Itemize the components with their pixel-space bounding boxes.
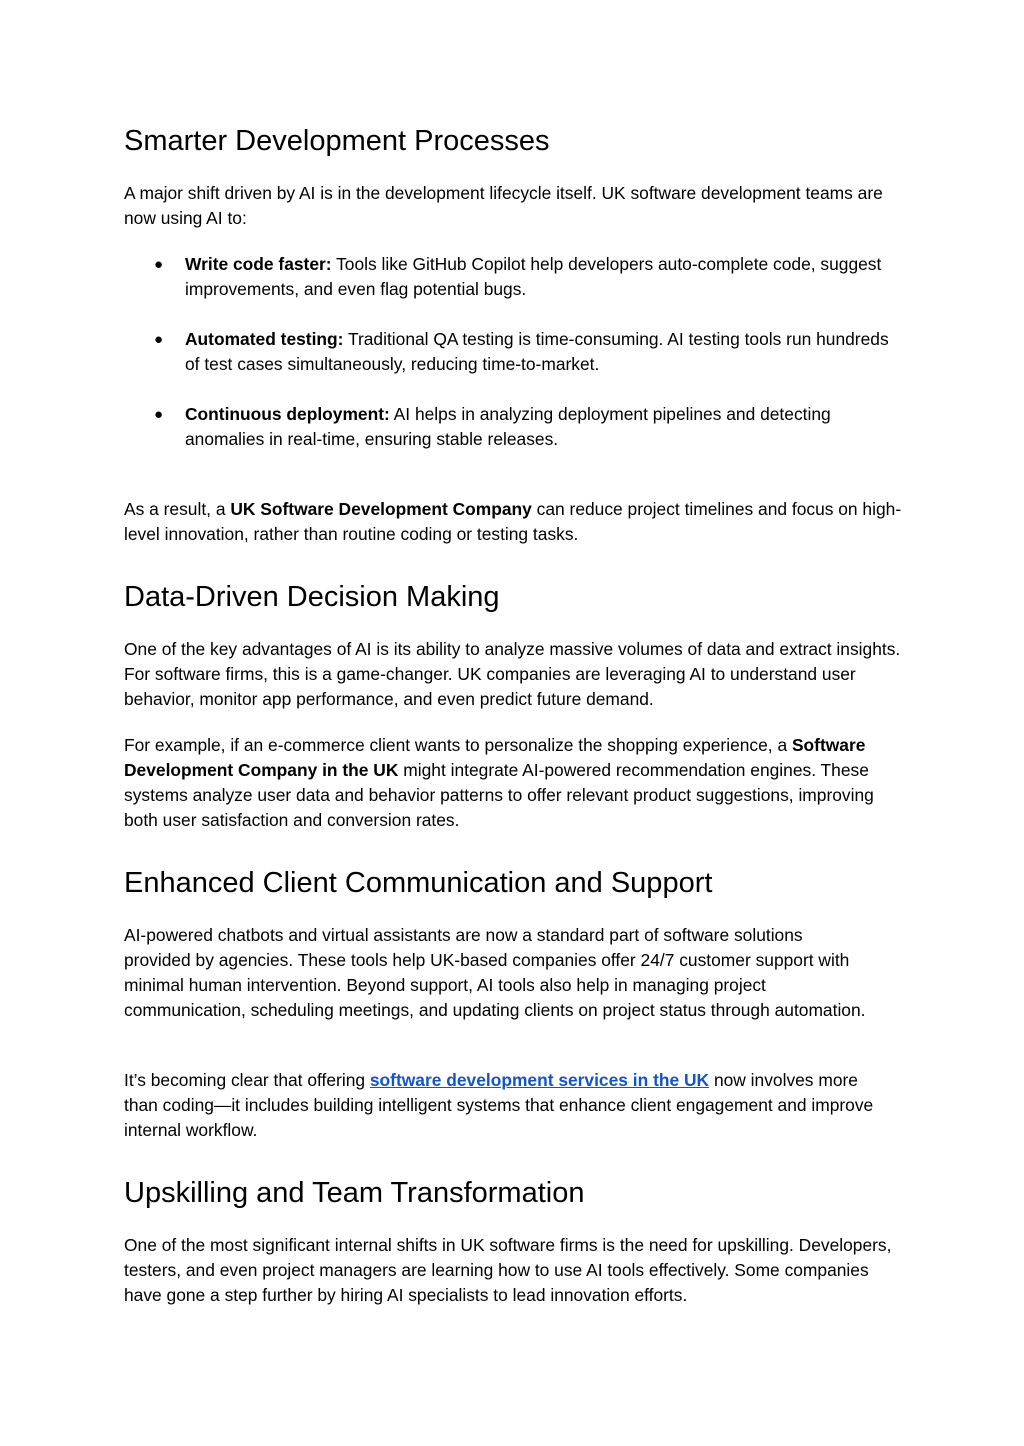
list-item-term: Automated testing:	[185, 329, 344, 349]
list-item-text	[185, 327, 895, 377]
heading-data-driven: Data-Driven Decision Making	[124, 581, 500, 613]
intro-paragraph: A major shift driven by AI is in the development lifecycle itself. UK software development teams are now using AI to:	[124, 183, 883, 228]
communication-paragraph-2	[124, 1068, 889, 1143]
list-item-term: Continuous deployment:	[185, 404, 390, 424]
upskilling-paragraph: One of the most significant internal shifts in UK software firms is the need for upskilling. Developers, testers, and even project managers are learning how to use AI tools effectively. Some companies have gone a step further by hiring AI specialists to lead innovation efforts.	[124, 1235, 892, 1305]
example-after: might integrate AI-powered recommendation engines. These systems analyze user data and behavior patterns to offer relevant product suggestions, improving both user satisfaction and conversion rates.	[124, 760, 874, 830]
list-item-desc: Traditional QA testing is time-consuming. AI testing tools run hundreds of test cases simultaneously, reducing time-to-market.	[185, 329, 889, 374]
data-paragraph-2	[124, 733, 904, 833]
heading-smarter-development: Smarter Development Processes	[124, 125, 550, 157]
bullet-icon: ●	[154, 406, 164, 423]
list-item-term: Write code faster:	[185, 254, 332, 274]
services-after: now involves more than coding—it includes building intelligent systems that enhance client engagement and improve internal workflow.	[124, 1070, 874, 1140]
example-before: For example, if an e-commerce client wants to personalize the shopping experience, a	[124, 735, 792, 755]
communication-paragraph-1: AI-powered chatbots and virtual assistants are now a standard part of software solutions provided by agencies. These tools help UK-based companies offer 24/7 customer support with minimal human intervention. Beyond support, AI tools also help in managing project communication, scheduling meetings, and updating clients on project status through automation.	[124, 925, 866, 1020]
heading-client-communication: Enhanced Client Communication and Support	[124, 867, 713, 899]
bullet-icon: ●	[154, 256, 164, 273]
list-item-text	[185, 252, 895, 302]
data-paragraph-1: One of the key advantages of AI is its ability to analyze massive volumes of data and extract insights. For software firms, this is a game-changer. UK companies are leveraging AI to understand user behavior, monitor app performance, and even predict future demand.	[124, 639, 901, 709]
result-before: As a result, a	[124, 499, 231, 519]
result-bold: UK Software Development Company	[230, 499, 532, 519]
result-paragraph	[124, 497, 904, 547]
list-item-text	[185, 402, 895, 452]
bullet-icon: ●	[154, 331, 164, 348]
list-item-desc: AI helps in analyzing deployment pipelines and detecting anomalies in real-time, ensuring stable releases.	[185, 404, 831, 449]
list-item-desc: Tools like GitHub Copilot help developers auto-complete code, suggest improvements, and even flag potential bugs.	[185, 254, 882, 299]
result-after: can reduce project timelines and focus on high-level innovation, rather than routine coding or testing tasks.	[124, 499, 902, 544]
services-before: It’s becoming clear that offering	[124, 1070, 370, 1090]
example-bold: Software Development Company in the UK	[124, 735, 866, 780]
services-link[interactable]: software development services in the UK	[369, 1070, 710, 1090]
heading-upskilling: Upskilling and Team Transformation	[124, 1177, 585, 1209]
